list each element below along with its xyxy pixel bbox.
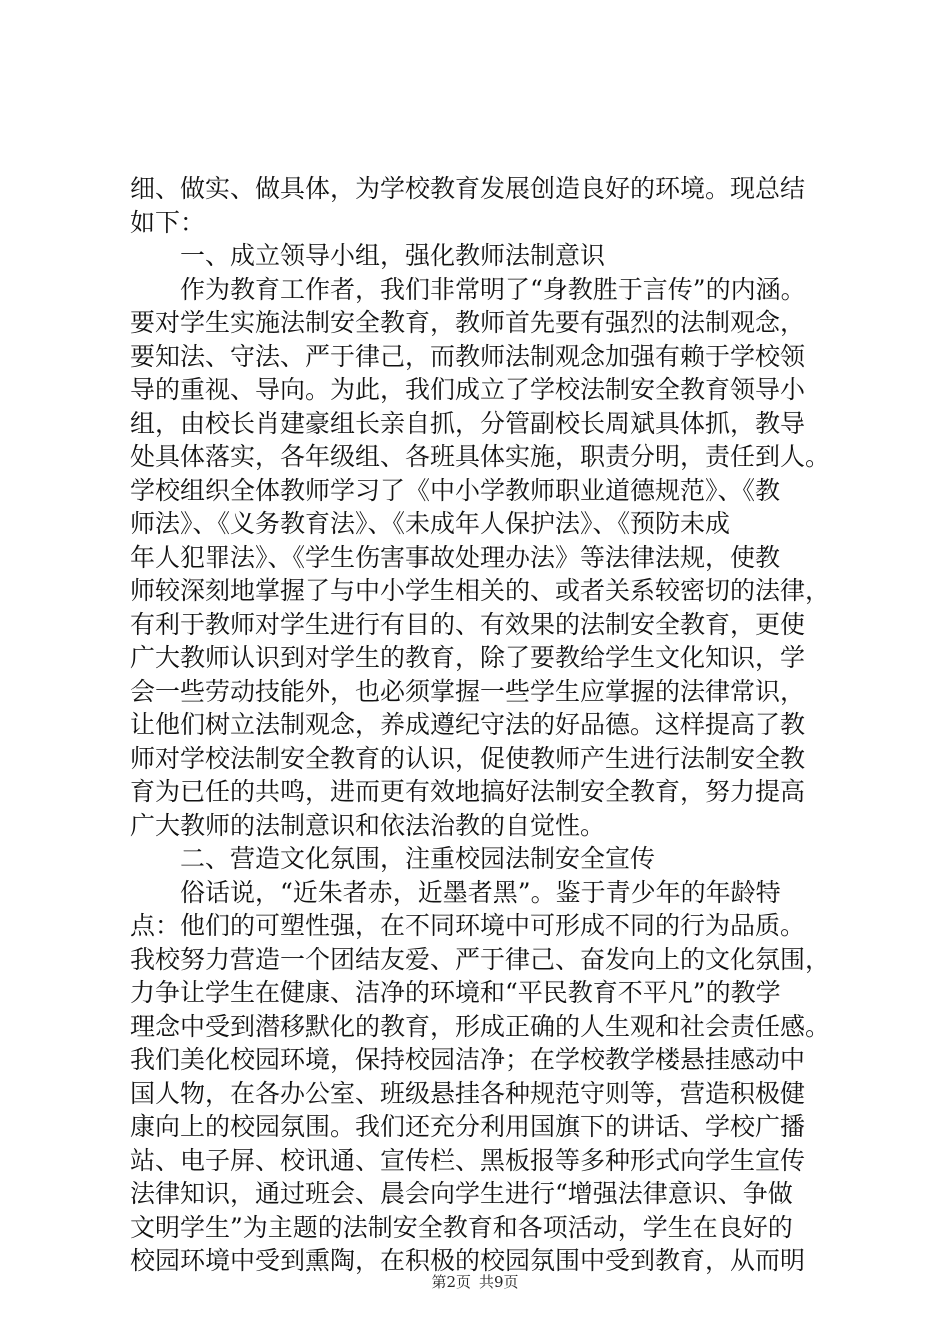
text-line: 我们美化校园环境，保持校园洁净；在学校教学楼悬挂感动中 [130,1045,806,1074]
text-line: 俗话说，“近朱者赤，近墨者黑”。鉴于青少年的年龄特 [180,877,781,907]
document-body [130,172,830,1278]
text-line: 校园环境中受到熏陶，在积极的校园氛围中受到教育，从而明 [130,1246,806,1275]
text-line: 广大教师的法制意识和依法治教的自觉性。 [130,810,606,840]
text-line: 国人物，在各办公室、班级悬挂各种规范守则等，营造积极健 [130,1078,806,1108]
text-line: 如下： [130,207,206,237]
text-line: 年人犯罪法》、《学生伤害事故处理办法》等法律法规，使教 [130,542,781,572]
text-line: 点：他们的可塑性强，在不同环境中可形成不同的行为品质。 [130,911,806,940]
page-number-total: 共9页 [479,1273,519,1291]
page-footer [0,1272,950,1292]
text-line: 二、营造文化氛围，注重校园法制安全宣传 [180,844,656,873]
text-line: 力争让学生在健康、洁净的环境和“平民教育不平凡”的教学 [130,978,781,1007]
text-line: 广大教师认识到对学生的教育，除了要教给学生文化知识，学 [130,643,806,672]
text-line: 作为教育工作者，我们非常明了“身教胜于言传”的内涵。 [180,274,806,304]
text-line: 育为已任的共鸣，进而更有效地搞好法制安全教育，努力提高 [130,777,806,806]
text-line: 站、电子屏、校讯通、宣传栏、黑板报等多种形式向学生宣传 [130,1145,806,1175]
text-line: 会一些劳动技能外，也必须掌握一些学生应掌握的法律常识， [130,676,806,706]
text-line: 一、成立领导小组，强化教师法制意识 [180,241,606,270]
text-line: 细、做实、做具体，为学校教育发展创造良好的环境。现总结 [130,174,806,203]
text-line: 要对学生实施法制安全教育，教师首先要有强烈的法制观念， [130,308,806,337]
text-line: 导的重视、导向。为此，我们成立了学校法制安全教育领导小 [130,375,806,404]
text-line: 学校组织全体教师学习了《中小学教师职业道德规范》、《教 [130,475,781,505]
page-number-current: 第2页 [431,1273,471,1291]
text-line: 让他们树立法制观念，养成遵纪守法的好品德。这样提高了教 [130,710,806,739]
text-line: 师法》、《义务教育法》、《未成年人保护法》、《预防未成 [130,509,731,538]
text-line: 理念中受到潜移默化的教育，形成正确的人生观和社会责任感。 [130,1011,831,1041]
text-line: 我校努力营造一个团结友爱、严于律己、奋发向上的文化氛围， [130,944,831,974]
text-line: 法律知识，通过班会、晨会向学生进行“增强法律意识、争做 [130,1179,793,1208]
text-line: 有利于教师对学生进行有目的、有效果的法制安全教育，更使 [130,609,806,639]
text-line: 康向上的校园氛围。我们还充分利用国旗下的讲话、学校广播 [130,1112,806,1141]
text-line: 组，由校长肖建豪组长亲自抓，分管副校长周斌具体抓，教导 [130,408,806,438]
text-line: 文明学生”为主题的法制安全教育和各项活动，学生在良好的 [130,1212,793,1242]
text-line: 要知法、守法、严于律己，而教师法制观念加强有赖于学校领 [130,341,806,371]
text-line: 师较深刻地掌握了与中小学生相关的、或者关系较密切的法律， [130,576,831,605]
text-line: 师对学校法制安全教育的认识，促使教师产生进行法制安全教 [130,743,806,773]
text-line: 处具体落实，各年级组、各班具体实施，职责分明，责任到人。 [130,442,831,471]
